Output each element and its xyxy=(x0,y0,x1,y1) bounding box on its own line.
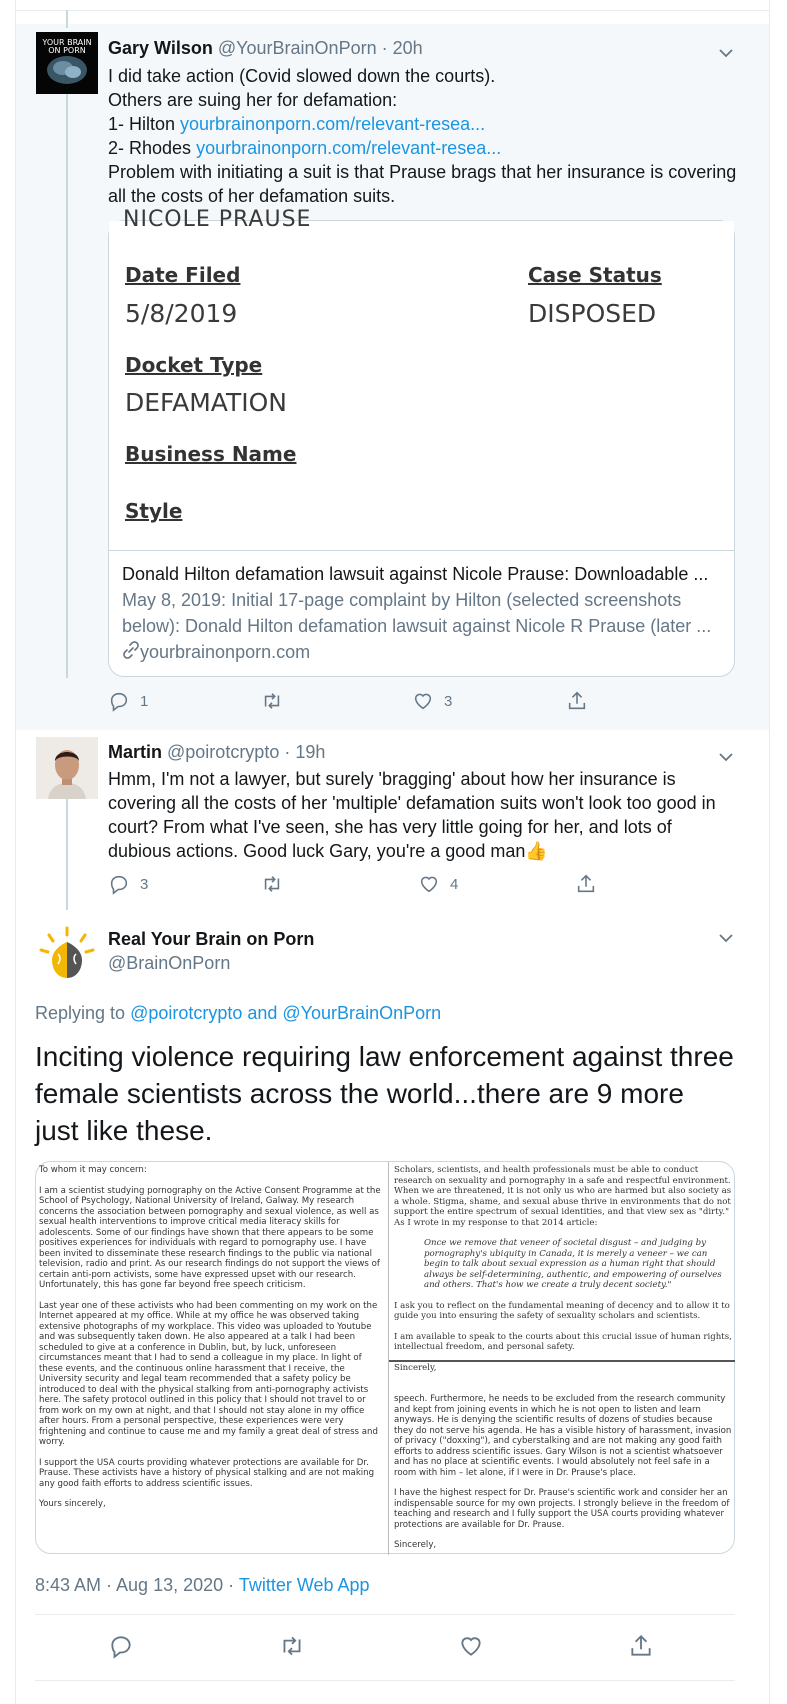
tweet-text: Hmm, I'm not a lawyer, but surely 'bragging' about how her insurance is covering all the costs of her 'multiple' defamation suits won't look too good in court? From what I've seen, she has very little going for her, and lots of dubious actions. Good luck Gary, you're a good man👍 xyxy=(108,769,716,861)
thread-connector xyxy=(66,93,68,678)
caret-down-icon[interactable] xyxy=(719,749,733,759)
thread-connector xyxy=(66,10,68,28)
divider xyxy=(35,1614,735,1615)
share-button[interactable] xyxy=(628,1633,654,1659)
display-name[interactable]: Real Your Brain on Porn xyxy=(108,929,315,949)
reply-button[interactable] xyxy=(108,1633,134,1659)
share-button[interactable] xyxy=(566,690,588,712)
card-image xyxy=(109,207,734,551)
case-status-label: Case Status xyxy=(528,263,662,287)
like-icon xyxy=(412,690,434,712)
avatar-logo-text: YOUR BRAIN xyxy=(42,38,92,47)
link-rhodes[interactable]: yourbrainonporn.com/relevant-resea... xyxy=(196,138,502,158)
link-card[interactable] xyxy=(108,207,735,677)
retweet-icon xyxy=(278,1633,306,1659)
timestamp-time[interactable]: 8:43 AM · Aug 13, 2020 · xyxy=(35,1575,239,1595)
svg-text:ON PORN: ON PORN xyxy=(48,46,86,55)
date-filed-label: Date Filed xyxy=(125,263,241,287)
reply-icon xyxy=(108,1633,134,1659)
main-tweet-text: Inciting violence requiring law enforcement against three female scientists across the world...there are 9 more just like these. xyxy=(35,1041,734,1146)
tweet-line: 2- Rhodes yourbrainonporn.com/relevant-resea... xyxy=(108,138,502,158)
docket-type-value: DEFAMATION xyxy=(125,388,287,417)
retweet-icon xyxy=(260,873,284,895)
like-button[interactable] xyxy=(418,873,458,895)
retweet-button[interactable] xyxy=(278,1633,306,1659)
display-name[interactable]: Martin xyxy=(108,742,162,762)
docket-type-label: Docket Type xyxy=(125,353,263,377)
tweet-actions xyxy=(108,690,608,714)
card-title: Donald Hilton defamation lawsuit against Nicole Prause: Downloadable ... xyxy=(122,564,709,584)
letter-right-bottom: speech. Furthermore, he needs to be excluded from the research community and kept from joining events in which he is not open to listen and learn anyways. He is denying the scientific results of dozens of studies because they do not serve his agenda. He has a visible history of harassment, invasion of privacy ("doxxing"), and cyberstalking and are not making any good faith efforts to address scientific issues. Gary Wilson is not a scientist whatsoever and has no place at scientific events. I would absolutely not feel safe in a room with him – let alone, if I were in Dr. Prause's place. I have the highest respect for Dr. Prause's scientific work and consider her an indispensable source for my own projects. I strongly believe in the freedom of teaching and research and I fully support the USA courts providing whatever protections are available for Dr. Prause. Sincerely, xyxy=(394,1394,732,1550)
link-icon xyxy=(122,640,140,666)
display-name[interactable]: Gary Wilson xyxy=(108,38,213,58)
like-button[interactable] xyxy=(412,690,452,712)
like-button[interactable] xyxy=(458,1633,484,1659)
tweet-author-handle xyxy=(108,953,230,974)
reply-icon xyxy=(108,690,130,712)
reply-icon xyxy=(108,873,130,895)
divider xyxy=(35,1680,735,1681)
like-icon xyxy=(458,1633,484,1659)
tweet-text xyxy=(108,64,748,208)
case-status-value: DISPOSED xyxy=(528,299,657,328)
card-description: May 8, 2019: Initial 17-page complaint by Hilton (selected screenshots below): Donald Hilton defamation lawsuit against Nicole R Prause (later ... xyxy=(122,590,712,636)
tweet-media[interactable] xyxy=(35,1161,735,1554)
share-icon xyxy=(566,690,588,712)
user-handle[interactable]: @YourBrainOnPorn xyxy=(217,38,377,58)
avatar[interactable] xyxy=(36,924,98,986)
thumbs-up-emoji: 👍 xyxy=(525,841,548,861)
tweet-source[interactable]: Twitter Web App xyxy=(238,1575,370,1595)
caret-down-icon[interactable] xyxy=(719,930,733,940)
avatar[interactable] xyxy=(36,32,98,94)
card-image-top-text: NICOLE PRAUSE xyxy=(123,207,312,232)
retweet-button[interactable] xyxy=(260,873,284,895)
share-button[interactable] xyxy=(575,873,597,895)
tweet-header: Martin @poirotcrypto · 19h xyxy=(108,742,326,762)
tweet-actions xyxy=(108,873,608,897)
media-divider xyxy=(389,1360,735,1362)
share-icon xyxy=(575,873,597,895)
card-meta xyxy=(122,561,722,666)
replying-to-handles[interactable]: @poirotcrypto and @YourBrainOnPorn xyxy=(130,1003,442,1023)
tweet-time[interactable]: 19h xyxy=(295,742,326,762)
tweet-line: Others are suing her for defamation: xyxy=(108,90,398,110)
tweet-time[interactable]: 20h xyxy=(392,38,423,58)
business-name-label: Business Name xyxy=(125,442,297,466)
replying-to: Replying to @poirotcrypto and @YourBrainOnPorn xyxy=(35,1003,442,1023)
share-icon xyxy=(628,1633,654,1659)
caret-down-icon[interactable] xyxy=(719,45,733,55)
main-tweet-actions xyxy=(108,1633,668,1657)
user-handle[interactable]: @poirotcrypto xyxy=(167,742,280,762)
avatar[interactable] xyxy=(36,737,98,799)
tweet-author-name xyxy=(108,929,314,950)
reply-button[interactable] xyxy=(108,690,148,712)
like-count: 4 xyxy=(450,875,459,893)
thread-connector xyxy=(66,795,68,910)
reply-count: 1 xyxy=(140,692,149,710)
media-divider xyxy=(388,1162,389,1555)
user-handle[interactable]: @BrainOnPorn xyxy=(108,953,231,973)
like-icon xyxy=(418,873,440,895)
tweet-line: 1- Hilton yourbrainonporn.com/relevant-resea... xyxy=(108,114,486,134)
style-label: Style xyxy=(125,499,183,523)
tweet-line: I did take action (Covid slowed down the courts). xyxy=(108,66,496,86)
reply-count: 3 xyxy=(140,875,149,893)
date-filed-value: 5/8/2019 xyxy=(125,299,238,328)
link-hilton[interactable]: yourbrainonporn.com/relevant-resea... xyxy=(180,114,486,134)
tweet-line: Problem with initiating a suit is that Prause brags that her insurance is covering all the costs of her defamation suits. xyxy=(108,162,737,206)
divider xyxy=(16,10,769,11)
letter-left: To whom it may concern: I am a scientist studying pornography on the Active Consent Programme at the School of Psychology, National University of Ireland, Galway. My research concerns the association between pornography and sexual violence, as well as sexual health interventions to improve critical media literacy skills for adolescents. Some of our findings have shown that there appears to be some positives experiences for individuals with regard to pornography use. I have been invited to disseminate these research findings to the public via national television, radio and print. As our research findings do not support the views of certain anti-porn activists, some have expressed upset with our research. Unfortunately, this has gone far beyond free speech criticism. Last year one of these activists who had been commenting on my work on the Internet appeared at my office. While at my office he was observed taking extensive photographs of my workplace. This video was uploaded to Youtube and was subsequently taken down. He also appeared at a talk I had been scheduled to give at a conference in Dublin, but, by luck, unforeseen circumstances meant that I had to send a colleague in my place. In light of these events, and the continuous online harassment that I receive, the University security and legal team recommended that a safety policy be introduced to deal with the physical stalking from anti-pornography activists here. The safety protocol outlined in this policy that I should not travel to or from work on my own at night, and that I should not stay alone in my office after hours. From a personal perspective, these experiences were very frightening and continue to cause me and my family a great deal of stress and worry. I support the USA courts providing whatever protections are available for Dr. Prause. These activists have a history of physical stalking and are not making any good faith efforts to address scientific issues. Yours sincerely, xyxy=(39,1165,381,1509)
tweet-timestamp xyxy=(35,1575,370,1596)
reply-button[interactable] xyxy=(108,873,148,895)
retweet-button[interactable] xyxy=(260,690,284,712)
retweet-icon xyxy=(260,690,284,712)
card-domain: yourbrainonporn.com xyxy=(122,639,722,666)
tweet-header: Gary Wilson @YourBrainOnPorn · 20h xyxy=(108,38,423,58)
like-count: 3 xyxy=(444,692,453,710)
letter-right-top: Scholars, scientists, and health professionals must be able to conduct research on sexuality and pornography in a safe and respectful environment. When we are threatened, it is not only us who are harmed but also society as a whole. Stigma, shame, and sexual abuse thrive in environments that do not support the entire spectrum of sexual identities, and that view sex as "dirty." As I wrote in my response to that 2014 article: Once we remove that veneer of societal disgust – and judging by pornography's ubiquity in Canada, it is merely a veneer – we can begin to talk about sexual expression as a human right that should always be self-determining, authentic, and empowering of ourselves and others. That's how we create a truly decent society." I ask you to reflect on the fundamental meaning of decency and to allow it to guide you into ensuring the safety of sexuality scholars and scientists. I am available to speak to the courts about this crucial issue of human rights, intellectual freedom, and personal safety. Sincerely, xyxy=(394,1165,732,1373)
